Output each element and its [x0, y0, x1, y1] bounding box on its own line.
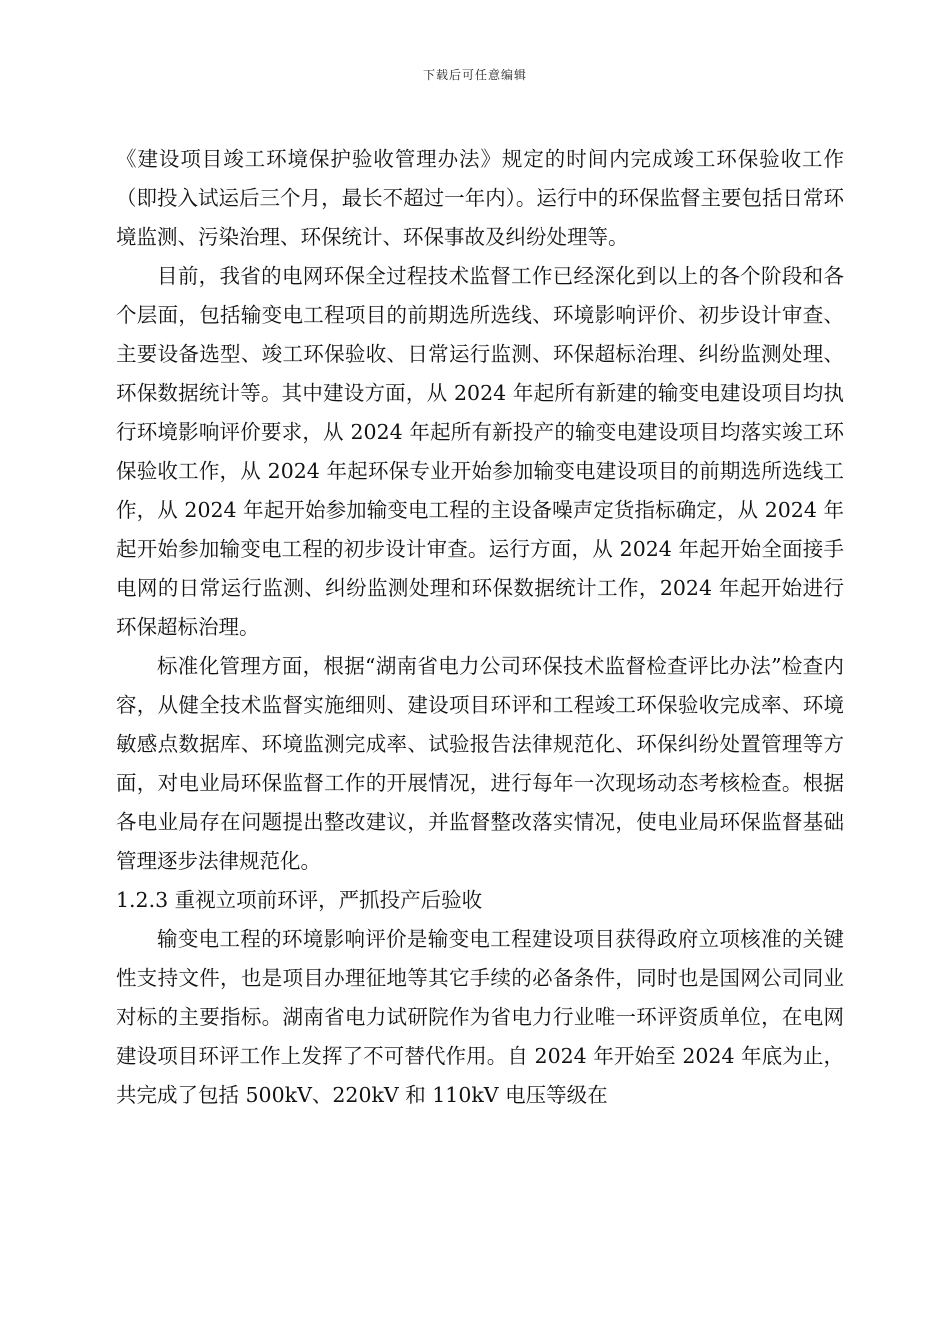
header-note: 下载后可任意编辑 [422, 68, 527, 82]
paragraph-standardized-management: 标准化管理方面，根据“湖南省电力公司环保技术监督检查评比办法”检查内容，从健全技术监督实施细则、建设项目环评和工程竣工环保验收完成率、环境敏感点数据库、环境监测完成率、试验报告法律规范化、环保纠纷处置管理等方面，对电业局环保监督工作的开展情况，进行每年一次现场动态考核检查。根据各电业局存在问题提出整改建议，并监督整改落实情况，使电业局环保监督基础管理逐步法律规范化。 [116, 654, 844, 873]
paragraph-supervision-progress: 目前，我省的电网环保全过程技术监督工作已经深化到以上的各个阶段和各个层面，包括输变电工程项目的前期选所选线、环境影响评价、初步设计审查、主要设备选型、竣工环保验收、日常运行监测、环保超标治理、纠纷监测处理、环保数据统计等。其中建设方面，从 2024 年起所有新建的输变电建设项目均执行环境影响评价要求，从 2024 年起所有新投产的输变电建设项目均落实竣工环保验收工作，从 2024 年起环保专业开始参加输变电建设项目的前期选所选线工作，从 2024 年起开始参加输变电工程的主设备噪声定货指标确定，从 2024 年起开始参加输变电工程的初步设计审查。运行方面，从 2024 年起开始全面接手电网的日常运行监测、纠纷监测处理和环保数据统计工作，2024 年起开始进行环保超标治理。 [116, 264, 844, 639]
document-body [116, 140, 844, 1115]
paragraph-continuation: 《建设项目竣工环境保护验收管理办法》规定的时间内完成竣工环保验收工作（即投入试运后三个月，最长不超过一年内）。运行中的环保监督主要包括日常环境监测、污染治理、环保统计、环保事故及纠纷处理等。 [116, 147, 844, 249]
section-heading: 1.2.3 重视立项前环评，严抓投产后验收 [116, 888, 483, 912]
paragraph-eia: 输变电工程的环境影响评价是输变电工程建设项目获得政府立项核准的关键性支持文件，也是项目办理征地等其它手续的必备条件，同时也是国网公司同业对标的主要指标。湖南省电力试研院作为省电力行业唯一环评资质单位，在电网建设项目环评工作上发挥了不可替代作用。自 2024 年开始至 2024 年底为止，共完成了包括 500kV、220kV 和 110kV 电压等级在 [116, 927, 844, 1107]
